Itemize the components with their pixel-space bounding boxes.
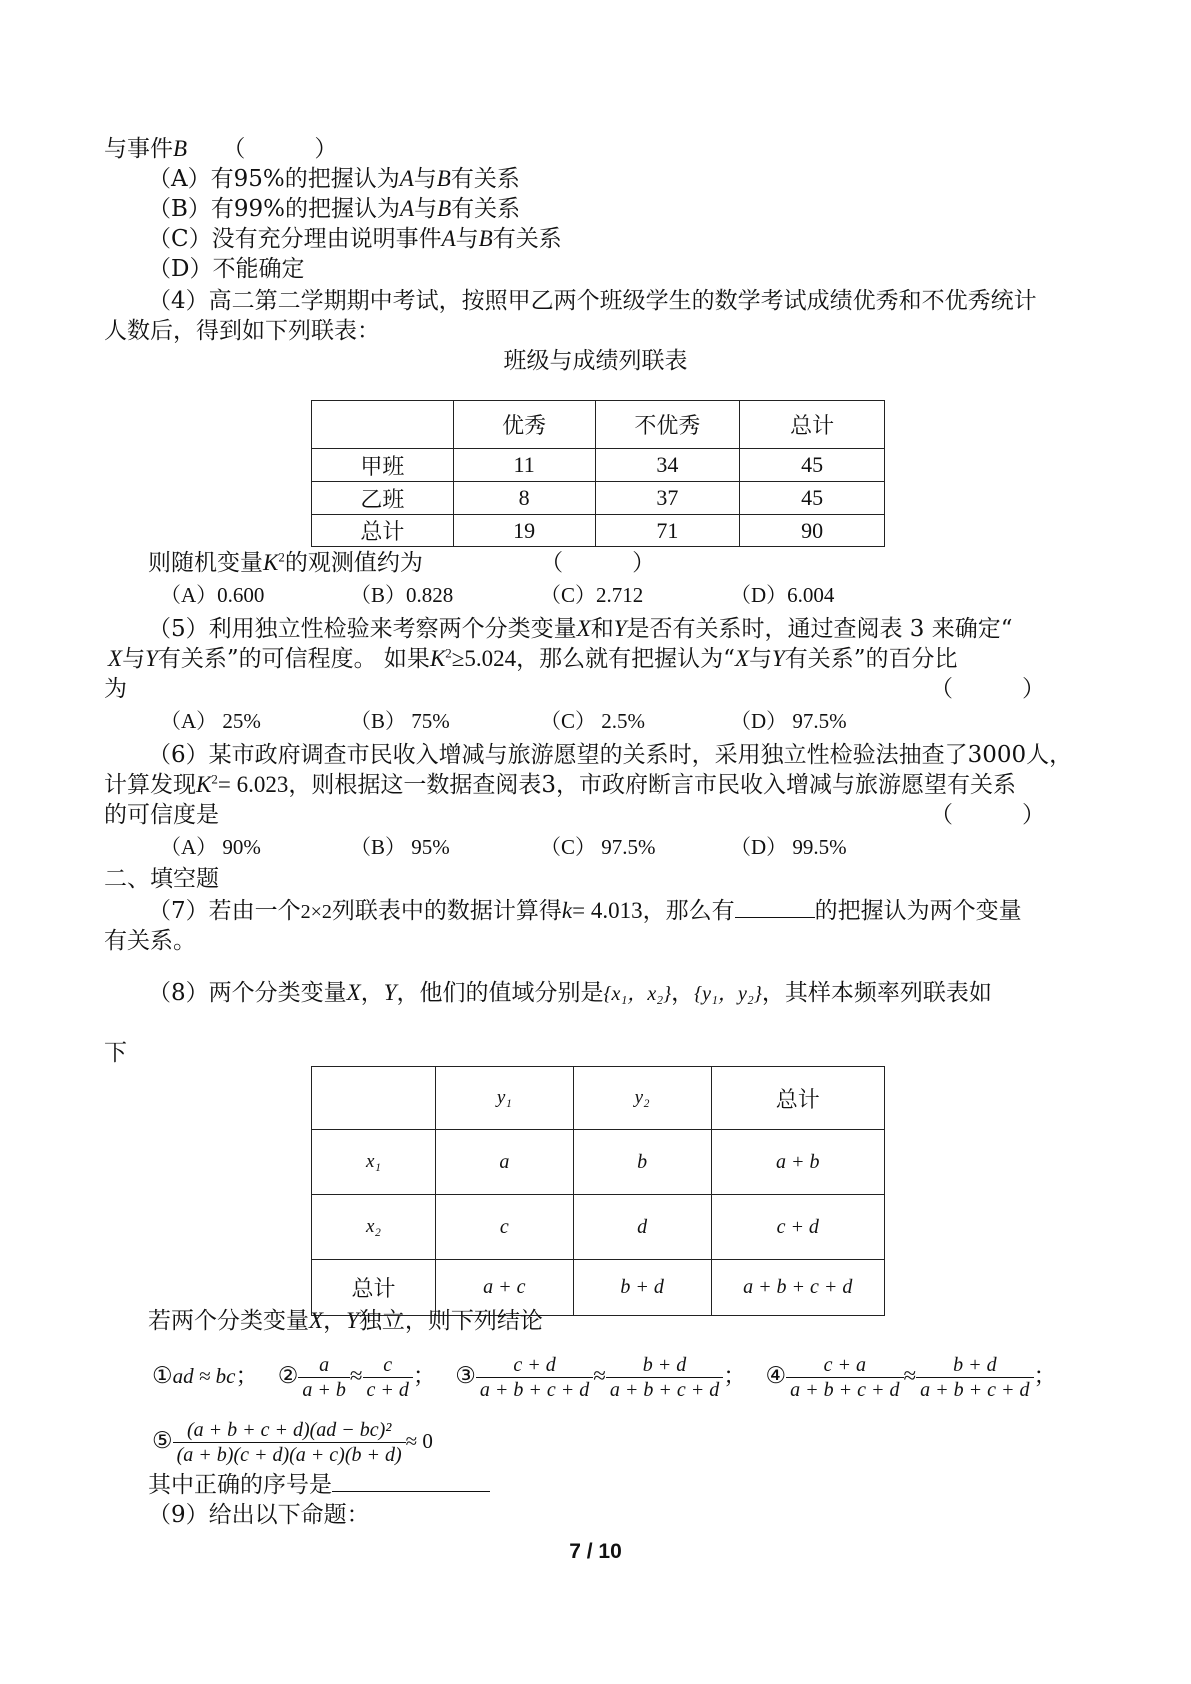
table-row <box>312 1130 885 1195</box>
option-b: （B） 75% <box>350 709 450 733</box>
q4-table-title: 班级与成绩列联表 <box>503 348 688 374</box>
table-cell: 90 <box>740 515 885 547</box>
table-header-cell: 总计 <box>711 1067 885 1130</box>
table-cell: 71 <box>595 515 740 547</box>
fraction: $\frac{b + d}{a + b + c + d}$ <box>916 1353 1033 1402</box>
table-header-row <box>312 1067 885 1130</box>
q4-question: 则随机变量$K^2$的观测值约为 （ ） <box>148 549 656 576</box>
table-cell: x₁ <box>312 1130 436 1195</box>
option-b: （B） 95% <box>350 835 450 859</box>
q5-stem-line2: X与Y有关系”的可信程度。 如果$K^2\ge 5.024$，那么就有把握认为“X与Y有关系”的百分比 <box>108 645 958 672</box>
fraction: $\frac{\text{(a + b + c + d)(ad − bc)²}}{(a + b)(c + d)(a + c)(b + d)}$ <box>173 1418 406 1467</box>
fraction: $\frac{c + a}{a + b + c + d}$ <box>786 1353 903 1402</box>
table-cell: 45 <box>740 482 885 515</box>
q9-stem-line1: （9）给出以下命题： <box>148 1502 370 1528</box>
conclusion-1-marker: ① <box>152 1363 173 1389</box>
q3-option-d: （D）不能确定 <box>148 256 305 282</box>
table-cell: 34 <box>595 449 740 482</box>
q4-contingency-table <box>311 400 885 547</box>
q6-options <box>160 832 847 862</box>
conclusion-1-expr: ad ≈ bc <box>172 1364 236 1388</box>
option-d: （D）6.004 <box>730 583 835 607</box>
table-cell: b <box>573 1130 711 1195</box>
option-b: （B）0.828 <box>350 583 454 607</box>
q8-answer-line: 其中正确的序号是 <box>148 1470 490 1500</box>
q6-stem-line1: （6）某市政府调查市民收入增减与旅游愿望的关系时，采用独立性检验法抽查了3000人， <box>148 742 1073 768</box>
q5-stem-line1: （5）利用独立性检验来考察两个分类变量X和Y是否有关系时，通过查阅表 3 来确定“ <box>148 616 1013 642</box>
table-header-cell <box>312 401 454 449</box>
table-row <box>312 1195 885 1260</box>
q8-conclusion-5: ⑤ $\frac{\text{(a + b + c + d)(ad − bc)²}}{(a + b)(c + d)(a + c)(b + d)}$ ≈ 0 <box>152 1418 433 1466</box>
conclusion-5-marker: ⑤ <box>152 1428 173 1454</box>
section-heading: 二、填空题 <box>104 866 219 892</box>
q6-stem-line2: 计算发现$K^2= 6.023$，则根据这一数据查阅表3，市政府断言市民收入增减与旅游愿望有关系 <box>104 771 1016 798</box>
q8-stem-line1: （8）两个分类变量X，Y，他们的值域分别是{x₁，x₂}，{y₁，y₂}，其样本频率列联表如 <box>148 980 992 1006</box>
table-header-row <box>312 401 885 449</box>
page-number: 7 / 10 <box>569 1540 622 1563</box>
table-header-cell: 总计 <box>740 401 885 449</box>
table-header-cell: y₂ <box>573 1067 711 1130</box>
table-cell: x₂ <box>312 1195 436 1260</box>
table-cell: a + b <box>711 1130 885 1195</box>
q8-stem-line2: 下 <box>104 1040 127 1066</box>
table-cell: 45 <box>740 449 885 482</box>
fraction: $\frac{c}{c + d}$ <box>363 1353 413 1402</box>
q7-stem-line1: （7）若由一个2×2列联表中的数据计算得k= 4.013，那么有 的把握认为两个变量 <box>148 898 1022 924</box>
table-header-cell: 优秀 <box>453 401 595 449</box>
option-d: （D） 97.5% <box>730 709 847 733</box>
answer-blank[interactable] <box>735 917 815 918</box>
table-cell: c <box>435 1195 573 1260</box>
table-cell: b + d <box>573 1260 711 1316</box>
conclusion-2-marker: ② <box>277 1363 299 1389</box>
fraction: $\frac{b + d}{a + b + c + d}$ <box>606 1353 723 1402</box>
q5-paren: （ ） <box>930 676 1045 702</box>
table-row <box>312 515 885 547</box>
option-a: （A） 25% <box>160 709 261 733</box>
option-c: （C） 97.5% <box>540 835 656 859</box>
q5-options <box>160 706 847 736</box>
option-c: （C）2.712 <box>540 583 644 607</box>
q4-stem-line1: （4）高二第二学期期中考试，按照甲乙两个班级学生的数学考试成绩优秀和不优秀统计 <box>148 288 1037 314</box>
table-header-cell: 不优秀 <box>595 401 740 449</box>
q5-stem-line3: 为 <box>104 676 127 702</box>
fraction: $\frac{c + d}{a + b + c + d}$ <box>476 1353 593 1402</box>
q8-condition: 若两个分类变量X，Y独立，则下列结论 <box>148 1308 543 1334</box>
q8-frequency-table <box>311 1066 885 1316</box>
q8-conclusions-row: ①ad ≈ bc； ② $\frac{a}{a + b}$ ≈ $\frac{c}{c + d}$ ； ③ $\frac{c + d}{a + b + c + d}$ ≈ $\frac{b + d}{a + b + c + d}$ ； ④ $\frac{c + a}{a + b + c + d}$ ≈ $\frac{b + d}{a + b + c + d}$ ； <box>152 1353 1057 1401</box>
q3-option-a: （A）有95%的把握认为A与B有关系 <box>148 166 520 192</box>
table-cell: 8 <box>453 482 595 515</box>
table-cell: 19 <box>453 515 595 547</box>
q4-stem-line2: 人数后，得到如下列联表： <box>104 318 380 344</box>
q7-stem-line2: 有关系。 <box>104 928 196 954</box>
table-cell: d <box>573 1195 711 1260</box>
table-cell: 11 <box>453 449 595 482</box>
q6-stem-line3: 的可信度是 <box>104 802 219 828</box>
q4-options <box>160 580 834 610</box>
option-a: （A）0.600 <box>160 583 265 607</box>
answer-blank[interactable] <box>332 1491 490 1492</box>
option-c: （C） 2.5% <box>540 709 645 733</box>
table-row <box>312 482 885 515</box>
option-d: （D） 99.5% <box>730 835 847 859</box>
q6-paren: （ ） <box>930 802 1045 828</box>
table-cell: 37 <box>595 482 740 515</box>
q3-option-b: （B）有99%的把握认为A与B有关系 <box>148 196 521 222</box>
table-cell: 总计 <box>312 515 454 547</box>
fraction: $\frac{a}{a + b}$ <box>298 1353 350 1402</box>
table-cell: a <box>435 1130 573 1195</box>
conclusion-3-marker: ③ <box>455 1363 476 1389</box>
table-cell: 总计 <box>312 1260 436 1316</box>
option-a: （A） 90% <box>160 835 261 859</box>
q3-stem-tail: 与事件B （ ） <box>104 136 338 162</box>
q3-option-c: （C）没有充分理由说明事件A与B有关系 <box>148 226 562 252</box>
table-header-cell: y₁ <box>435 1067 573 1130</box>
conclusion-4-marker: ④ <box>765 1363 787 1389</box>
table-cell: 甲班 <box>312 449 454 482</box>
table-row <box>312 449 885 482</box>
table-cell: c + d <box>711 1195 885 1260</box>
table-cell: a + b + c + d <box>711 1260 885 1316</box>
table-cell: a + c <box>435 1260 573 1316</box>
table-header-cell <box>312 1067 436 1130</box>
table-cell: 乙班 <box>312 482 454 515</box>
